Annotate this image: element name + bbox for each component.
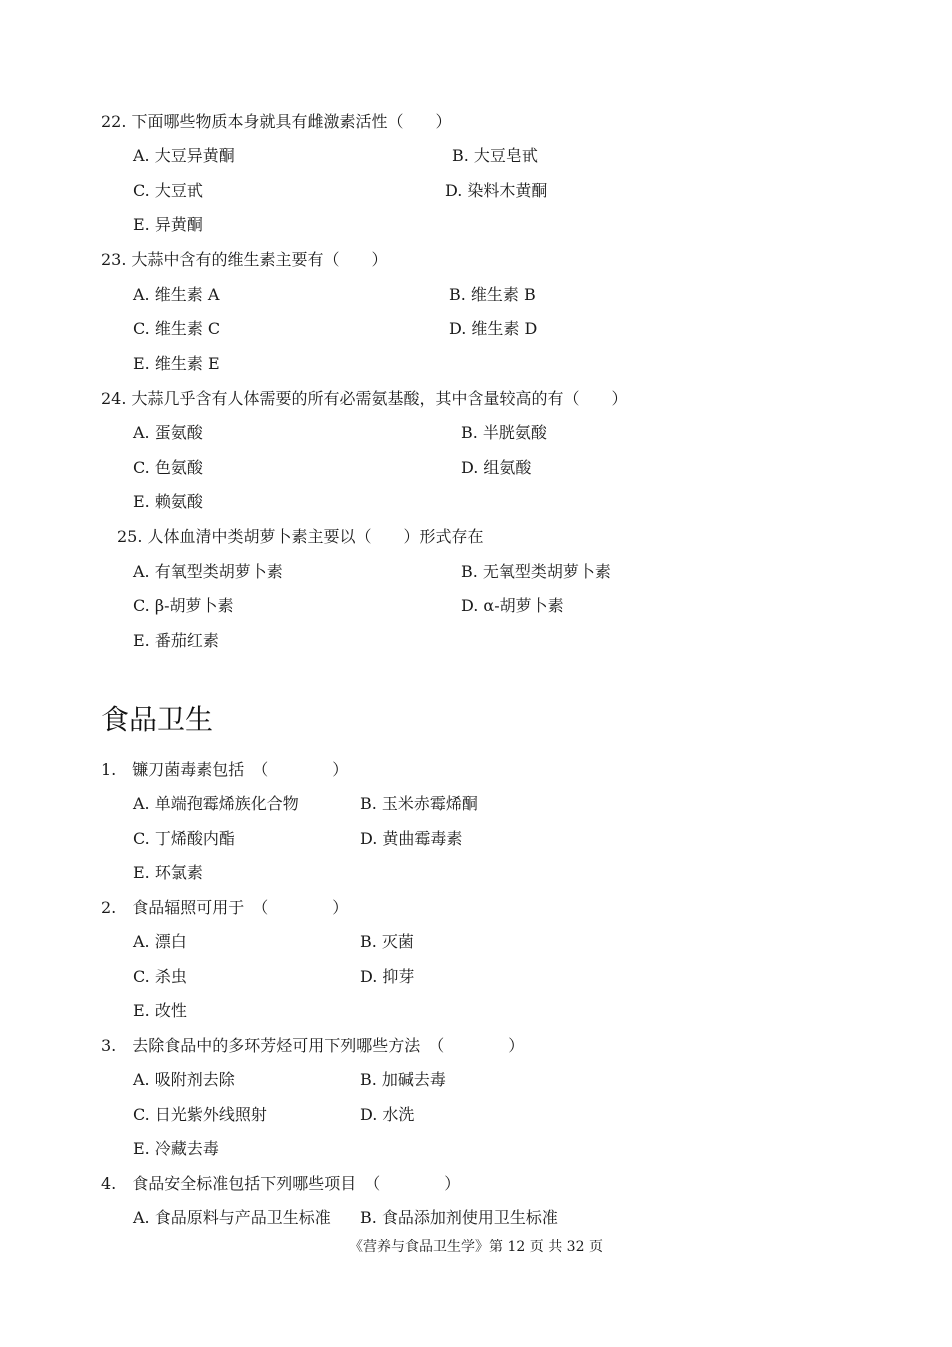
question-22-option-a: A. 大豆异黄酮 bbox=[133, 146, 235, 165]
footer-total-pages: 32 bbox=[566, 1239, 585, 1255]
section-b-question-3-stem: 3. 去除食品中的多环芳烃可用下列哪些方法 （ ） bbox=[101, 1036, 525, 1055]
page-footer bbox=[0, 1238, 952, 1256]
question-25-stem: 25. 人体血清中类胡萝卜素主要以（ ）形式存在 bbox=[117, 527, 484, 546]
question-22-stem: 22. 下面哪些物质本身就具有雌激素活性（ ） bbox=[101, 112, 452, 131]
question-23-option-b: B. 维生素 B bbox=[449, 285, 536, 304]
question-25-option-e: E. 番茄红素 bbox=[133, 631, 219, 650]
section-heading: 食品卫生 bbox=[101, 703, 214, 736]
question-23-stem: 23. 大蒜中含有的维生素主要有（ ） bbox=[101, 250, 388, 269]
section-b-question-2-option-b: B. 灭菌 bbox=[360, 932, 414, 951]
question-24-stem: 24. 大蒜几乎含有人体需要的所有必需氨基酸，其中含量较高的有（ ） bbox=[101, 389, 628, 408]
footer-page-number: 12 bbox=[507, 1239, 526, 1255]
question-22-option-e: E. 异黄酮 bbox=[133, 215, 203, 234]
footer-book-title: 《营养与食品卫生学》第 bbox=[349, 1239, 504, 1255]
section-b-question-2-stem: 2. 食品辐照可用于 （ ） bbox=[101, 898, 349, 917]
section-b-question-3-option-e: E. 冷藏去毒 bbox=[133, 1139, 219, 1158]
question-24-option-e: E. 赖氨酸 bbox=[133, 492, 203, 511]
section-b-question-2-option-c: C. 杀虫 bbox=[133, 967, 187, 986]
question-23-option-c: C. 维生素 C bbox=[133, 319, 221, 338]
question-25-option-c: C. β-胡萝卜素 bbox=[133, 596, 234, 615]
section-b-question-3-option-c: C. 日光紫外线照射 bbox=[133, 1105, 267, 1124]
question-24-option-a: A. 蛋氨酸 bbox=[133, 423, 203, 442]
question-22-option-d: D. 染料木黄酮 bbox=[445, 181, 548, 200]
section-b-question-1-option-d: D. 黄曲霉毒素 bbox=[360, 829, 463, 848]
question-24-option-d: D. 组氨酸 bbox=[461, 458, 532, 477]
section-b-question-4-option-b: B. 食品添加剂使用卫生标准 bbox=[360, 1208, 558, 1227]
section-b-question-2-option-e: E. 改性 bbox=[133, 1001, 187, 1020]
section-b-question-1-stem: 1. 镰刀菌毒素包括 （ ） bbox=[101, 760, 349, 779]
question-22-option-c: C. 大豆甙 bbox=[133, 181, 203, 200]
footer-end: 页 bbox=[588, 1239, 603, 1255]
footer-mid: 页 共 bbox=[529, 1239, 563, 1255]
question-23-option-a: A. 维生素 A bbox=[133, 285, 220, 304]
section-b-question-4-stem: 4. 食品安全标准包括下列哪些项目 （ ） bbox=[101, 1174, 461, 1193]
section-b-question-3-option-d: D. 水洗 bbox=[360, 1105, 415, 1124]
section-b-question-1-option-b: B. 玉米赤霉烯酮 bbox=[360, 794, 478, 813]
question-24-option-b: B. 半胱氨酸 bbox=[461, 423, 547, 442]
section-b-question-1-option-a: A. 单端孢霉烯族化合物 bbox=[133, 794, 299, 813]
section-b-question-2-option-d: D. 抑芽 bbox=[360, 967, 415, 986]
section-b-question-3-option-a: A. 吸附剂去除 bbox=[133, 1070, 235, 1089]
section-b-question-2-option-a: A. 漂白 bbox=[133, 932, 187, 951]
section-b-question-1-option-e: E. 环氯素 bbox=[133, 863, 203, 882]
question-25-option-a: A. 有氧型类胡萝卜素 bbox=[133, 562, 283, 581]
question-22-option-b: B. 大豆皂甙 bbox=[452, 146, 538, 165]
section-b-question-3-option-b: B. 加碱去毒 bbox=[360, 1070, 446, 1089]
question-25-option-d: D. α-胡萝卜素 bbox=[461, 596, 564, 615]
section-b-question-1-option-c: C. 丁烯酸内酯 bbox=[133, 829, 235, 848]
section-b-question-4-option-a: A. 食品原料与产品卫生标准 bbox=[133, 1208, 331, 1227]
question-23-option-d: D. 维生素 D bbox=[449, 319, 538, 338]
question-23-option-e: E. 维生素 E bbox=[133, 354, 220, 373]
question-24-option-c: C. 色氨酸 bbox=[133, 458, 203, 477]
question-25-option-b: B. 无氧型类胡萝卜素 bbox=[461, 562, 611, 581]
